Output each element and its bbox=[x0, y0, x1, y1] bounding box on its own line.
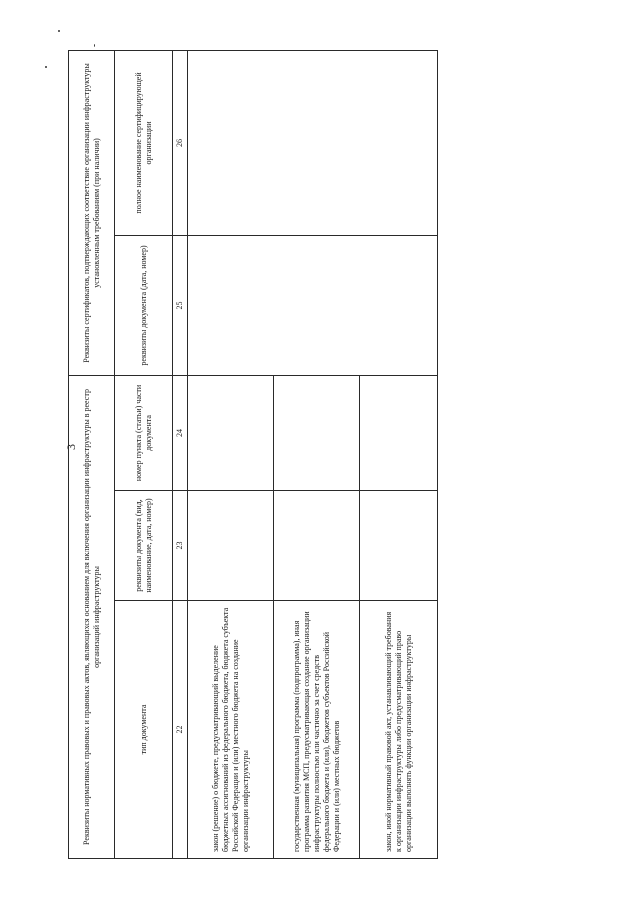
column-number: 25 bbox=[173, 235, 188, 375]
column-number-row bbox=[173, 50, 188, 858]
empty-cell bbox=[274, 375, 360, 490]
empty-cell bbox=[188, 491, 274, 601]
page-number: 3 bbox=[64, 444, 78, 450]
column-header-clause-number: номер пункта (статьи) части документа bbox=[115, 375, 173, 490]
group-header-legal-acts: Реквизиты нормативных правовых и правовых актов, являющихся основанием для включения организации инфраструктуры в реестр организаций инфраструктуры bbox=[69, 375, 115, 858]
column-header-cert-requisites: реквизиты документа (дата, номер) bbox=[115, 235, 173, 375]
column-number: 24 bbox=[173, 375, 188, 490]
column-header-cert-org-name: полное наименование сертифицирующей организации bbox=[115, 50, 173, 235]
group-header-row bbox=[69, 50, 115, 858]
scan-speck bbox=[94, 44, 95, 47]
doc-type-cell: закон, иной нормативный правовой акт, устанавливающий требования к организации инфраструктуры либо предусматривающий право организации выполнять функции организации инфраструктуры bbox=[360, 601, 438, 859]
empty-cell bbox=[188, 375, 274, 490]
table-row bbox=[188, 50, 274, 858]
empty-cell bbox=[188, 50, 438, 235]
requisites-table bbox=[68, 50, 438, 859]
group-header-certificates: Реквизиты сертификатов, подтверждающих соответствие организации инфраструктуры установленным требованиям (при наличии) bbox=[69, 50, 115, 375]
column-header-doc-type: тип документа bbox=[115, 601, 173, 859]
column-header-doc-requisites: реквизиты документа (вид, наименование, дата, номер) bbox=[115, 491, 173, 601]
scan-speck bbox=[45, 66, 47, 68]
column-number: 26 bbox=[173, 50, 188, 235]
empty-cell bbox=[360, 491, 438, 601]
scan-speck bbox=[58, 30, 60, 32]
doc-type-cell: закон (решение) о бюджете, предусматривающий выделение бюджетных ассигнований из федерального бюджета, бюджета субъекта Российской Федерации и (или) местного бюджета на создание организации инфраструктуры bbox=[188, 601, 274, 859]
column-number: 22 bbox=[173, 601, 188, 859]
rotated-table-canvas bbox=[68, 51, 436, 859]
doc-type-cell: государственная (муниципальная) программа (подпрограмма), иная программа развития МСП, предусматривающая создание организации инфраструктуры полностью или частично за счет средств федерального бюджета и (или), бюджетов субъектов Российской Федерации и (или) местных бюджетов bbox=[274, 601, 360, 859]
column-number: 23 bbox=[173, 491, 188, 601]
empty-cell bbox=[360, 375, 438, 490]
empty-cell bbox=[274, 491, 360, 601]
empty-cell bbox=[188, 235, 438, 375]
column-header-row bbox=[115, 50, 173, 858]
